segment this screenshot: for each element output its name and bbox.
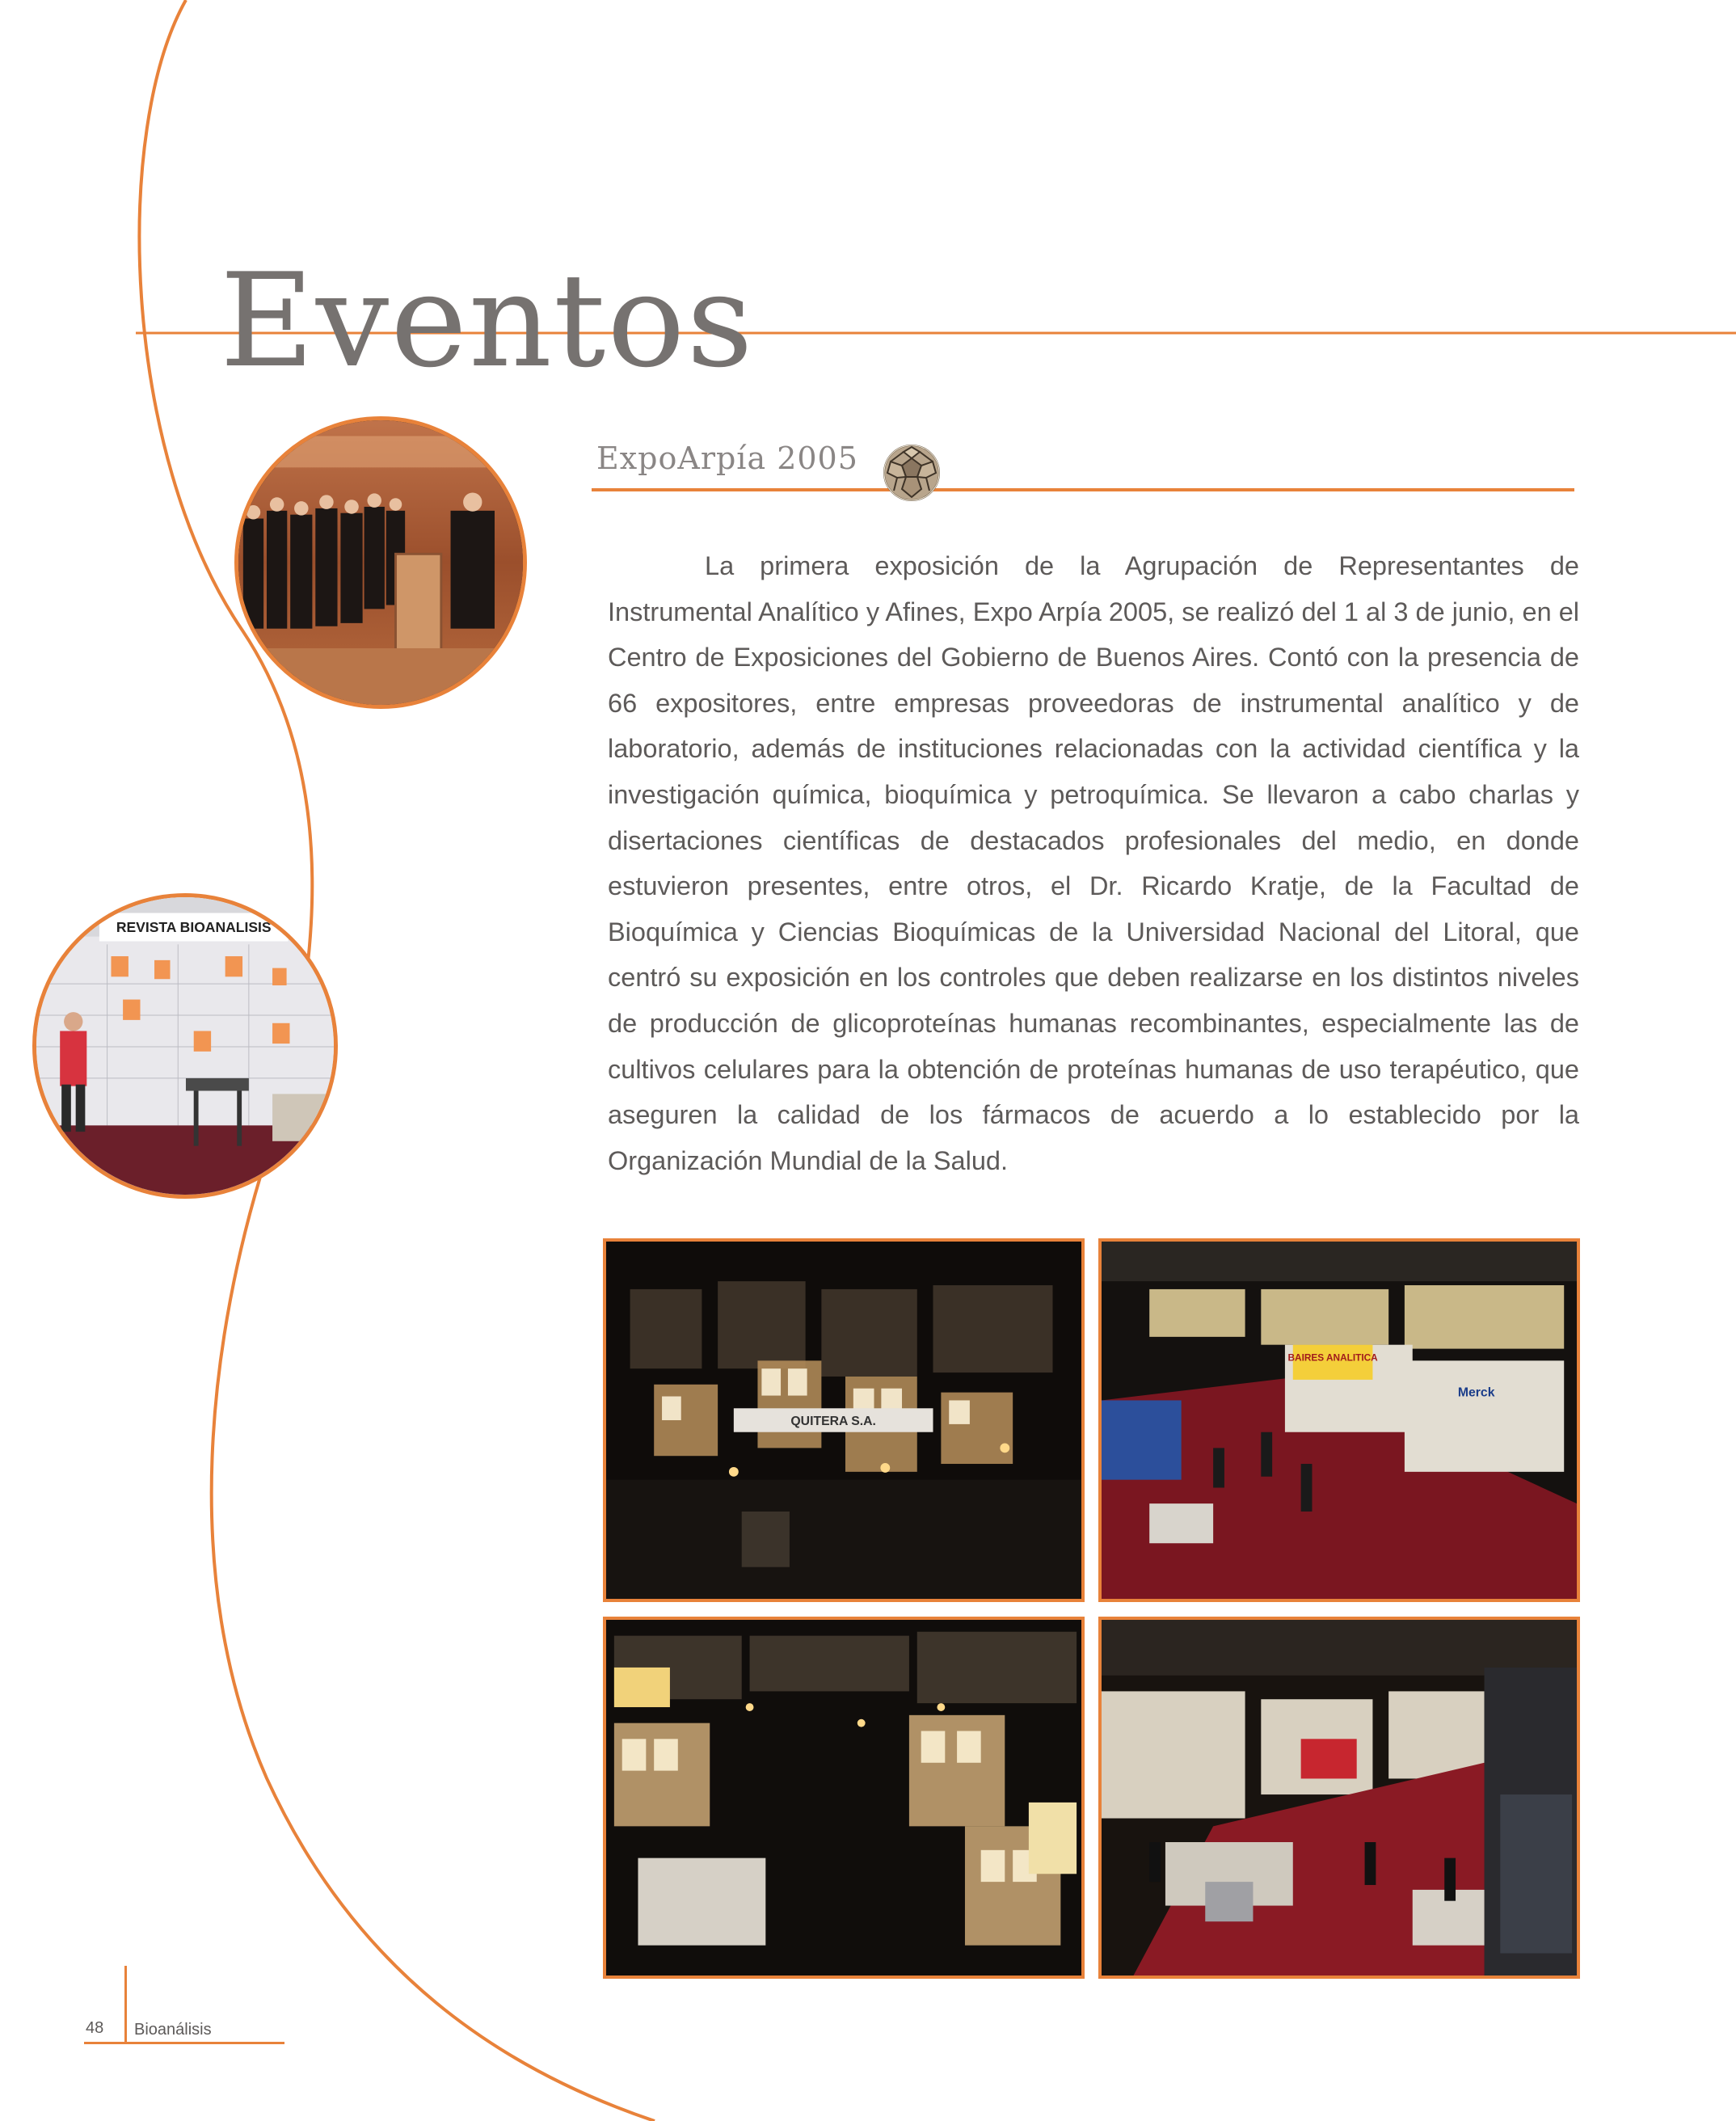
page-title: Eventos [220,245,755,397]
article-body: La primera exposición de la Agrupación de Representantes de Instrumental Analítico y Afines, Expo Arpía 2005, se realizó del 1 al 3 de junio, en el Centro de Exposiciones del Gobierno de Buenos Aires. Contó con la presencia de 66 expositores, entre empresas proveedoras de instrumental analítico y de laboratorio, además de instituciones relacionadas con la actividad científica y la investigación química, bioquímica y petroquímica. Se llevaron a cabo charlas y disertaciones científicas de destacados profesionales del medio, en donde estuvieron presentes, entre otros, el Dr. Ricardo Kratje, de la Facultad de Bioquímica y Ciencias Bioquímicas de la Universidad Nacional del Litoral, que centró su exposición en los controles que deben realizarse en los distintos niveles de producción de glicoproteínas humanas recombinantes, especialmente las de cultivos celulares para la obtención de proteínas humanas de uso terapéutico, que aseguren la calidad de los fármacos de acuerdo a lo establecido por la Organización Mundial de la Salud. [608,551,1579,1175]
magazine-name: Bioanálisis [134,2021,212,2039]
expo-hall-photo-1 [603,1238,1085,1602]
sign-baires: BAIRES ANALITICA [1287,1351,1378,1364]
booth-sign-text: REVISTA BIOANALISIS [116,918,272,935]
expo-hall-photo-3 [603,1617,1085,1979]
footer-horizontal-rule [84,2042,284,2044]
sign-quitera: QUITERA S.A. [790,1414,876,1428]
page-number: 48 [86,2019,104,2037]
article-heading: ExpoArpía 2005 [596,441,858,476]
magazine-booth-photo [32,893,338,1199]
opening-ceremony-photo [234,416,527,709]
sign-merck: Merck [1457,1385,1495,1400]
buckyball-icon [879,441,944,505]
footer-vertical-rule [124,1966,127,2043]
expo-hall-photo-2 [1098,1238,1580,1602]
expo-hall-photo-4 [1098,1617,1580,1979]
